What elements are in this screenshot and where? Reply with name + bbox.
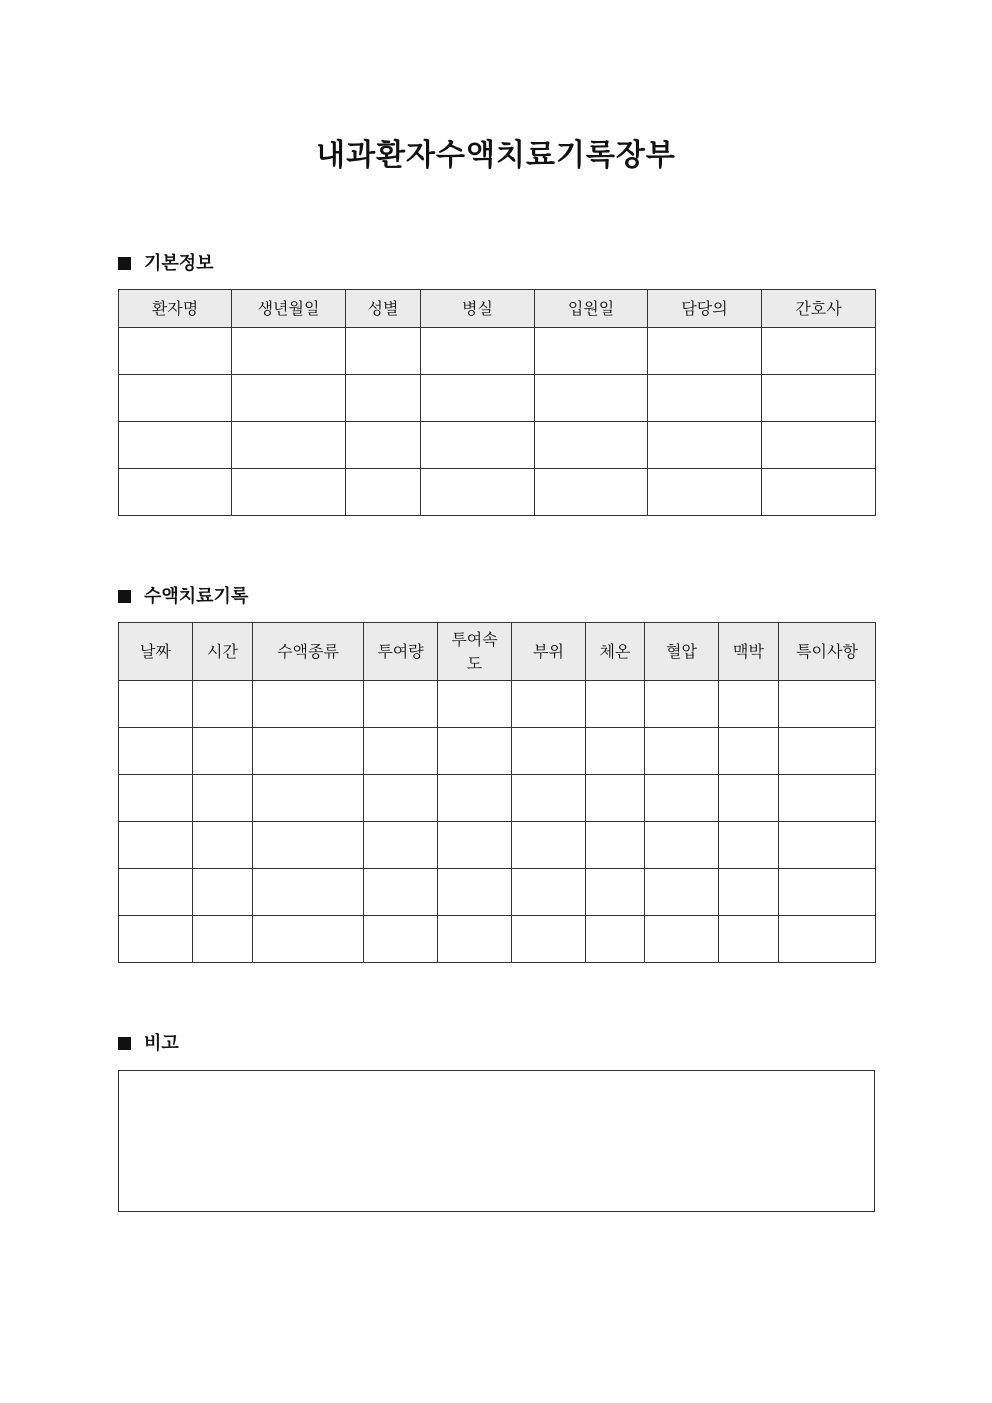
iv-record-cell[interactable] [364, 916, 438, 963]
basic-info-cell[interactable] [421, 422, 535, 469]
iv-record-cell[interactable] [586, 681, 645, 728]
iv-record-cell[interactable] [193, 916, 253, 963]
iv-record-cell[interactable] [719, 775, 779, 822]
basic-info-cell[interactable] [762, 375, 876, 422]
iv-record-cell[interactable] [364, 822, 438, 869]
basic-info-cell[interactable] [346, 469, 421, 516]
basic-info-row [119, 328, 876, 375]
basic-info-cell[interactable] [232, 375, 346, 422]
column-header-notes: 특이사항 [779, 623, 876, 681]
square-bullet-icon [118, 1037, 131, 1050]
basic-info-cell[interactable] [119, 328, 232, 375]
basic-info-cell[interactable] [421, 375, 535, 422]
iv-record-cell[interactable] [512, 681, 586, 728]
iv-record-cell[interactable] [586, 728, 645, 775]
basic-info-cell[interactable] [648, 422, 762, 469]
iv-record-cell[interactable] [779, 728, 876, 775]
square-bullet-icon [118, 590, 131, 603]
basic-info-cell[interactable] [421, 469, 535, 516]
iv-record-heading-label: 수액치료기록 [144, 586, 249, 607]
iv-record-cell[interactable] [119, 869, 193, 916]
basic-info-cell[interactable] [119, 375, 232, 422]
iv-record-cell[interactable] [512, 916, 586, 963]
column-header-sex: 성별 [346, 290, 421, 328]
iv-record-cell[interactable] [119, 775, 193, 822]
iv-record-cell[interactable] [779, 822, 876, 869]
basic-info-cell[interactable] [119, 422, 232, 469]
remarks-heading-label: 비고 [144, 1033, 179, 1054]
iv-record-row [119, 728, 876, 775]
iv-record-cell[interactable] [364, 775, 438, 822]
square-bullet-icon [118, 257, 131, 270]
iv-record-cell[interactable] [438, 728, 512, 775]
iv-record-cell[interactable] [512, 775, 586, 822]
iv-record-cell[interactable] [512, 728, 586, 775]
column-header-pulse: 맥박 [719, 623, 779, 681]
column-header-infusion-rate: 투여속 도 [438, 623, 512, 681]
column-header-site: 부위 [512, 623, 586, 681]
basic-info-row [119, 469, 876, 516]
iv-record-heading [118, 585, 248, 609]
iv-record-cell[interactable] [193, 681, 253, 728]
basic-info-cell[interactable] [535, 328, 648, 375]
iv-record-cell[interactable] [586, 822, 645, 869]
basic-info-cell[interactable] [762, 328, 876, 375]
iv-record-cell[interactable] [719, 728, 779, 775]
basic-info-table [118, 289, 876, 516]
iv-record-cell[interactable] [364, 869, 438, 916]
iv-record-cell[interactable] [193, 822, 253, 869]
iv-record-row [119, 916, 876, 963]
iv-record-table [118, 622, 876, 963]
basic-info-cell[interactable] [232, 469, 346, 516]
column-header-date: 날짜 [119, 623, 193, 681]
column-header-admission-date: 입원일 [535, 290, 648, 328]
iv-record-cell[interactable] [253, 775, 364, 822]
basic-info-row [119, 422, 876, 469]
iv-record-cell[interactable] [645, 916, 719, 963]
basic-info-cell[interactable] [232, 328, 346, 375]
iv-record-cell[interactable] [253, 916, 364, 963]
basic-info-heading-label: 기본정보 [144, 253, 214, 274]
iv-record-cell[interactable] [438, 916, 512, 963]
basic-info-cell[interactable] [421, 328, 535, 375]
basic-info-cell[interactable] [648, 328, 762, 375]
iv-record-cell[interactable] [645, 822, 719, 869]
basic-info-cell[interactable] [762, 469, 876, 516]
iv-record-cell[interactable] [253, 822, 364, 869]
iv-record-header-row [119, 623, 876, 681]
iv-record-cell[interactable] [719, 822, 779, 869]
iv-record-cell[interactable] [193, 869, 253, 916]
basic-info-cell[interactable] [648, 375, 762, 422]
iv-record-cell[interactable] [119, 681, 193, 728]
iv-record-cell[interactable] [253, 681, 364, 728]
iv-record-cell[interactable] [512, 822, 586, 869]
iv-record-cell[interactable] [779, 869, 876, 916]
iv-record-cell[interactable] [719, 681, 779, 728]
iv-record-cell[interactable] [719, 869, 779, 916]
iv-record-cell[interactable] [193, 728, 253, 775]
iv-record-row [119, 681, 876, 728]
iv-record-cell[interactable] [645, 728, 719, 775]
basic-info-cell[interactable] [232, 422, 346, 469]
iv-record-cell[interactable] [119, 728, 193, 775]
iv-record-cell[interactable] [364, 728, 438, 775]
iv-record-cell[interactable] [779, 916, 876, 963]
column-header-dose: 투여량 [364, 623, 438, 681]
document-title: 내과환자수액치료기록장부 [316, 138, 676, 173]
column-header-room: 병실 [421, 290, 535, 328]
iv-record-row [119, 869, 876, 916]
iv-record-cell[interactable] [438, 822, 512, 869]
iv-record-cell[interactable] [193, 775, 253, 822]
iv-record-cell[interactable] [645, 869, 719, 916]
column-header-physician: 담당의 [648, 290, 762, 328]
column-header-patient-name: 환자명 [119, 290, 232, 328]
column-header-time: 시간 [193, 623, 253, 681]
iv-record-cell[interactable] [586, 916, 645, 963]
remarks-heading [118, 1032, 179, 1056]
basic-info-cell[interactable] [346, 328, 421, 375]
column-header-birth-date: 생년월일 [232, 290, 346, 328]
iv-record-cell[interactable] [779, 681, 876, 728]
iv-record-cell[interactable] [119, 916, 193, 963]
iv-record-cell[interactable] [253, 869, 364, 916]
iv-record-cell[interactable] [586, 775, 645, 822]
iv-record-cell[interactable] [438, 681, 512, 728]
remarks-box[interactable] [118, 1070, 875, 1212]
iv-record-cell[interactable] [645, 681, 719, 728]
iv-record-cell[interactable] [512, 869, 586, 916]
iv-record-cell[interactable] [645, 775, 719, 822]
iv-record-cell[interactable] [586, 869, 645, 916]
basic-info-cell[interactable] [119, 469, 232, 516]
iv-record-cell[interactable] [438, 869, 512, 916]
column-header-fluid-type: 수액종류 [253, 623, 364, 681]
basic-info-header-row [119, 290, 876, 328]
iv-record-row [119, 775, 876, 822]
basic-info-cell[interactable] [762, 422, 876, 469]
iv-record-cell[interactable] [364, 681, 438, 728]
iv-record-cell[interactable] [119, 822, 193, 869]
column-header-blood-pressure: 혈압 [645, 623, 719, 681]
column-header-temperature: 체온 [586, 623, 645, 681]
iv-record-cell[interactable] [253, 728, 364, 775]
basic-info-cell[interactable] [346, 375, 421, 422]
basic-info-cell[interactable] [648, 469, 762, 516]
basic-info-cell[interactable] [346, 422, 421, 469]
column-header-nurse: 간호사 [762, 290, 876, 328]
iv-record-cell[interactable] [779, 775, 876, 822]
basic-info-cell[interactable] [535, 422, 648, 469]
basic-info-row [119, 375, 876, 422]
iv-record-row [119, 822, 876, 869]
basic-info-cell[interactable] [535, 469, 648, 516]
basic-info-heading [118, 252, 214, 276]
iv-record-cell[interactable] [719, 916, 779, 963]
basic-info-cell[interactable] [535, 375, 648, 422]
iv-record-cell[interactable] [438, 775, 512, 822]
